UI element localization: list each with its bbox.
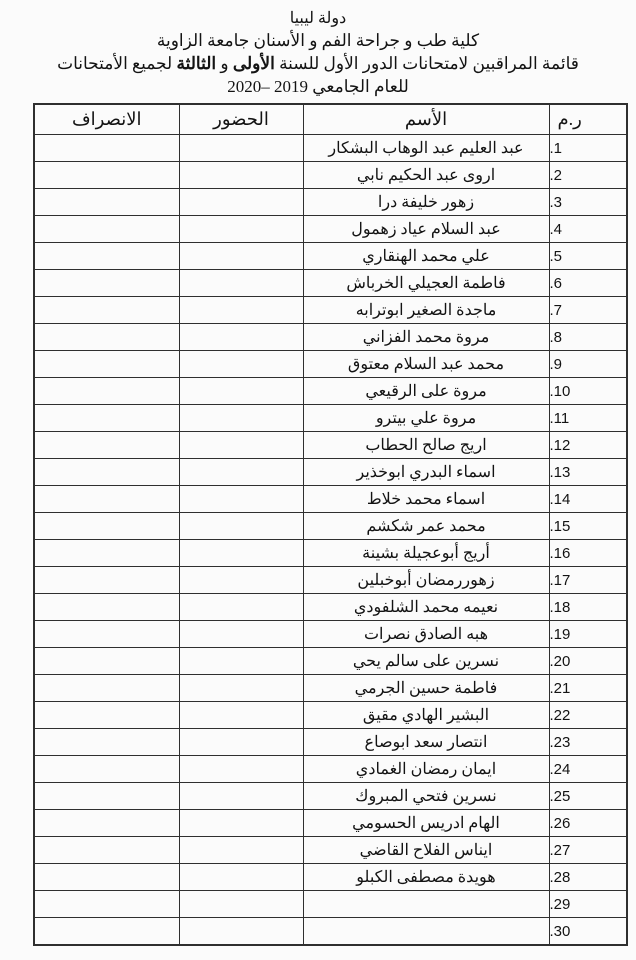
departure-cell [34, 567, 179, 594]
departure-cell [34, 324, 179, 351]
row-number-cell: 16. [549, 540, 627, 567]
attendance-cell [179, 459, 303, 486]
row-number-cell: 15. [549, 513, 627, 540]
table-row [34, 594, 627, 621]
table-row [34, 837, 627, 864]
row-number-cell: 30. [549, 918, 627, 946]
departure-cell [34, 837, 179, 864]
attendance-cell [179, 189, 303, 216]
attendance-cell [179, 351, 303, 378]
invigilator-name-cell: البشير الهادي مقيق [303, 702, 549, 729]
name-column-header: الأسم [303, 104, 549, 135]
table-row [34, 567, 627, 594]
table-row [34, 729, 627, 756]
attendance-cell [179, 729, 303, 756]
row-number-cell: 27. [549, 837, 627, 864]
attendance-cell [179, 891, 303, 918]
invigilator-name-cell: اريج صالح الحطاب [303, 432, 549, 459]
table-row [34, 702, 627, 729]
table-row [34, 297, 627, 324]
row-number-cell: 23. [549, 729, 627, 756]
row-number-cell: 3. [549, 189, 627, 216]
table-row [34, 189, 627, 216]
attendance-cell [179, 378, 303, 405]
invigilator-name-cell: محمد عمر شكشم [303, 513, 549, 540]
state-title: دولة ليبيا [289, 10, 347, 27]
departure-cell [34, 621, 179, 648]
invigilator-name-cell: أريج أبوعجيلة بشينة [303, 540, 549, 567]
attendance-cell [179, 675, 303, 702]
row-number-cell: 21. [549, 675, 627, 702]
departure-cell [34, 702, 179, 729]
table-row [34, 351, 627, 378]
departure-cell [34, 783, 179, 810]
academic-year-line: للعام الجامعي 2019 –2020 [227, 77, 409, 96]
attendance-cell [179, 756, 303, 783]
table-row [34, 135, 627, 162]
row-number-cell: 17. [549, 567, 627, 594]
table-row [34, 675, 627, 702]
row-number-cell: 8. [549, 324, 627, 351]
row-number-cell: 10. [549, 378, 627, 405]
attendance-cell [179, 648, 303, 675]
invigilator-name-cell: اسماء البدري ابوخذير [303, 459, 549, 486]
row-number-cell: 18. [549, 594, 627, 621]
invigilators-roster-table [33, 103, 628, 946]
invigilator-name-cell: مروة علي بيترو [303, 405, 549, 432]
table-row [34, 783, 627, 810]
faculty-title: كلية طب و جراحة الفم و الأسنان جامعة الزاوية [156, 31, 480, 50]
departure-cell [34, 594, 179, 621]
row-number-cell: 20. [549, 648, 627, 675]
invigilator-name-cell: محمد عبد السلام معتوق [303, 351, 549, 378]
row-number-cell: 5. [549, 243, 627, 270]
list-title [0, 52, 636, 75]
departure-cell [34, 918, 179, 946]
attendance-cell [179, 810, 303, 837]
invigilator-name-cell: الهام ادريس الحسومي [303, 810, 549, 837]
invigilator-name-cell: فاطمة العجيلي الخرباش [303, 270, 549, 297]
row-number-cell: 26. [549, 810, 627, 837]
table-row [34, 864, 627, 891]
attendance-cell [179, 324, 303, 351]
invigilator-name-cell: انتصار سعد ابوصاع [303, 729, 549, 756]
departure-column-header: الانصراف [34, 104, 179, 135]
invigilator-name-cell: اسماء محمد خلاط [303, 486, 549, 513]
departure-cell [34, 810, 179, 837]
attendance-cell [179, 297, 303, 324]
row-number-cell: 11. [549, 405, 627, 432]
table-row [34, 891, 627, 918]
departure-cell [34, 675, 179, 702]
attendance-cell [179, 270, 303, 297]
attendance-cell [179, 135, 303, 162]
table-row [34, 162, 627, 189]
row-number-cell: 29. [549, 891, 627, 918]
attendance-cell [179, 837, 303, 864]
attendance-cell [179, 702, 303, 729]
departure-cell [34, 864, 179, 891]
invigilator-name-cell: مروة على الرقيعي [303, 378, 549, 405]
attendance-cell [179, 783, 303, 810]
row-number-cell: 2. [549, 162, 627, 189]
attendance-cell [179, 864, 303, 891]
table-row [34, 513, 627, 540]
table-row [34, 243, 627, 270]
invigilator-name-cell: مروة محمد الفزاني [303, 324, 549, 351]
departure-cell [34, 729, 179, 756]
departure-cell [34, 405, 179, 432]
table-row [34, 324, 627, 351]
table-row [34, 648, 627, 675]
departure-cell [34, 486, 179, 513]
table-row [34, 486, 627, 513]
attendance-cell [179, 162, 303, 189]
list-title-segment: قائمة المراقبين لامتحانات الدور الأول للسنة [274, 54, 579, 73]
departure-cell [34, 216, 179, 243]
table-row [34, 540, 627, 567]
departure-cell [34, 243, 179, 270]
invigilator-name-cell: هويدة مصطفى الكبلو [303, 864, 549, 891]
departure-cell [34, 351, 179, 378]
invigilator-name-cell: نسرين فتحي المبروك [303, 783, 549, 810]
row-number-cell: 28. [549, 864, 627, 891]
departure-cell [34, 756, 179, 783]
invigilator-name-cell: هبه الصادق نصرات [303, 621, 549, 648]
departure-cell [34, 378, 179, 405]
document-header [0, 0, 636, 98]
row-number-cell: 4. [549, 216, 627, 243]
departure-cell [34, 297, 179, 324]
table-row [34, 216, 627, 243]
invigilator-name-cell: فاطمة حسين الجرمي [303, 675, 549, 702]
departure-cell [34, 891, 179, 918]
invigilator-name-cell [303, 891, 549, 918]
invigilator-name-cell: اروى عبد الحكيم نابي [303, 162, 549, 189]
invigilator-name-cell: عبد العليم عبد الوهاب البشكار [303, 135, 549, 162]
attendance-cell [179, 513, 303, 540]
departure-cell [34, 189, 179, 216]
row-number-cell: 24. [549, 756, 627, 783]
invigilator-name-cell: عبد السلام عياد زهمول [303, 216, 549, 243]
invigilator-name-cell: نسرين على سالم يحي [303, 648, 549, 675]
departure-cell [34, 270, 179, 297]
table-row [34, 621, 627, 648]
invigilator-name-cell: زهور خليفة درا [303, 189, 549, 216]
table-header-row [34, 104, 627, 135]
departure-cell [34, 513, 179, 540]
invigilator-name-cell: ايمان رمضان الغمادي [303, 756, 549, 783]
departure-cell [34, 540, 179, 567]
departure-cell [34, 135, 179, 162]
roster-table-body [34, 135, 627, 946]
departure-cell [34, 432, 179, 459]
departure-cell [34, 459, 179, 486]
attendance-cell [179, 540, 303, 567]
list-title-bold-third-year: الثالثة [176, 54, 217, 73]
invigilator-name-cell: ماجدة الصغير ابوترابه [303, 297, 549, 324]
row-number-cell: 14. [549, 486, 627, 513]
list-title-bold-first-year: الأولى [232, 54, 275, 73]
row-number-cell: 9. [549, 351, 627, 378]
table-row [34, 378, 627, 405]
attendance-column-header: الحضور [179, 104, 303, 135]
row-number-cell: 6. [549, 270, 627, 297]
attendance-cell [179, 621, 303, 648]
invigilator-name-cell: ايناس الفلاح القاضي [303, 837, 549, 864]
departure-cell [34, 648, 179, 675]
table-row [34, 405, 627, 432]
table-row [34, 432, 627, 459]
attendance-cell [179, 243, 303, 270]
row-number-cell: 25. [549, 783, 627, 810]
row-number-cell: 19. [549, 621, 627, 648]
row-number-cell: 12. [549, 432, 627, 459]
list-title-segment: لجميع الأمتحانات [57, 54, 177, 73]
attendance-cell [179, 594, 303, 621]
invigilator-name-cell: علي محمد الهنقاري [303, 243, 549, 270]
departure-cell [34, 162, 179, 189]
invigilator-name-cell: زهوررمضان أبوخبلين [303, 567, 549, 594]
attendance-cell [179, 567, 303, 594]
number-column-header: ر.م [549, 104, 627, 135]
table-row [34, 270, 627, 297]
row-number-cell: 13. [549, 459, 627, 486]
row-number-cell: 7. [549, 297, 627, 324]
table-row [34, 918, 627, 946]
table-row [34, 810, 627, 837]
row-number-cell: 22. [549, 702, 627, 729]
attendance-cell [179, 216, 303, 243]
attendance-cell [179, 486, 303, 513]
row-number-cell: 1. [549, 135, 627, 162]
invigilator-name-cell [303, 918, 549, 946]
attendance-cell [179, 918, 303, 946]
invigilator-name-cell: نعيمه محمد الشلفودي [303, 594, 549, 621]
list-title-segment: و [216, 54, 233, 73]
attendance-cell [179, 405, 303, 432]
table-row [34, 756, 627, 783]
table-row [34, 459, 627, 486]
attendance-cell [179, 432, 303, 459]
